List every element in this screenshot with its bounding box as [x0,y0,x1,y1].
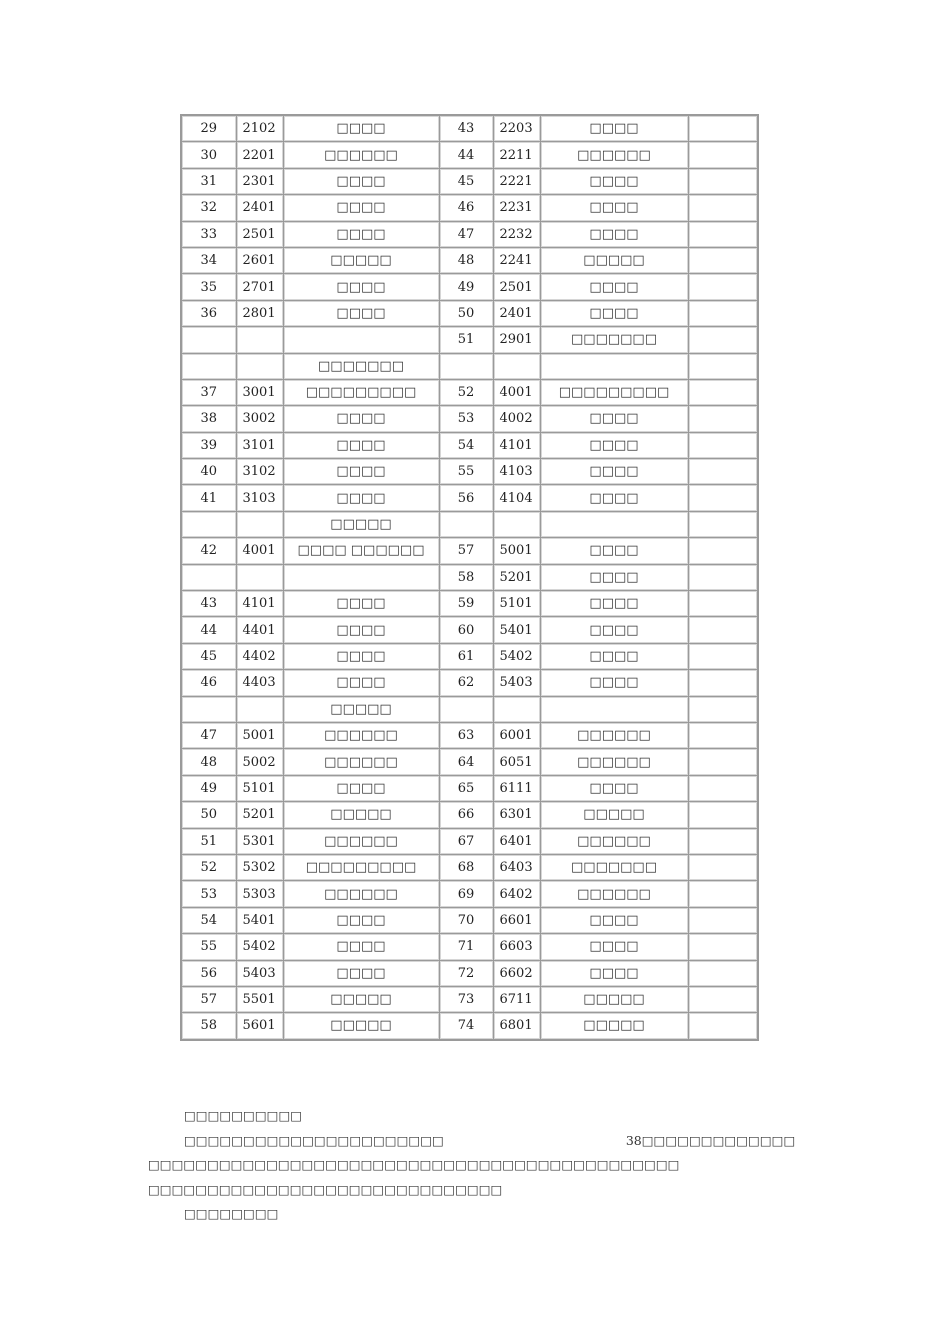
table-row [181,142,758,168]
row-index-cell [181,327,236,353]
extra-cell [688,828,758,854]
account-name-cell: □□□□ [540,564,688,590]
table-row [181,643,758,669]
table-row [181,168,758,194]
row-index-cell: 51 [181,828,236,854]
account-code-cell: 4101 [493,432,540,458]
account-name-cell [540,511,688,537]
account-code-cell: 4104 [493,485,540,511]
account-name-cell: □□□□ [540,168,688,194]
account-name-cell: □□□□ [283,115,439,142]
extra-cell [688,459,758,485]
row-index-cell: 37 [181,379,236,405]
table-row [181,591,758,617]
account-name-cell: □□□□ [540,907,688,933]
account-code-cell: 6051 [493,749,540,775]
account-code-cell: 6603 [493,934,540,960]
account-name-cell: □□□□ □□□□□□ [283,538,439,564]
account-code-cell: 5303 [236,881,283,907]
account-name-cell: □□□□□ [540,986,688,1012]
account-code-table [180,114,759,1041]
account-name-cell: □□□□ [283,459,439,485]
account-code-cell: 3102 [236,459,283,485]
table-row [181,775,758,801]
row-index-cell: 45 [181,643,236,669]
table-row [181,353,758,379]
account-name-cell: □□□□ [540,459,688,485]
account-code-cell: 6001 [493,722,540,748]
account-code-cell: 2201 [236,142,283,168]
account-code-cell: 2102 [236,115,283,142]
account-code-cell: 4001 [493,379,540,405]
account-code-cell: 3001 [236,379,283,405]
row-index-cell: 58 [439,564,493,590]
table-row [181,432,758,458]
account-name-cell: □□□□ [540,670,688,696]
account-name-cell: □□□□□□ [283,881,439,907]
account-code-cell [236,511,283,537]
extra-cell [688,643,758,669]
table-row [181,881,758,907]
notes-section [148,1104,796,1227]
account-code-cell: 2241 [493,247,540,273]
row-index-cell: 49 [181,775,236,801]
account-name-cell: □□□□□□□ [540,854,688,880]
account-code-cell [493,353,540,379]
account-code-cell: 4001 [236,538,283,564]
account-code-cell: 4402 [236,643,283,669]
row-index-cell: 39 [181,432,236,458]
account-code-cell: 3101 [236,432,283,458]
row-index-cell: 59 [439,591,493,617]
row-index-cell: 65 [439,775,493,801]
extra-cell [688,591,758,617]
row-index-cell [181,353,236,379]
row-index-cell: 60 [439,617,493,643]
row-index-cell: 52 [181,854,236,880]
table-row [181,406,758,432]
account-code-cell: 5501 [236,986,283,1012]
account-name-cell: □□□□□ [540,802,688,828]
account-code-cell: 6801 [493,1013,540,1040]
account-name-cell: □□□□ [540,221,688,247]
account-name-cell: □□□□□ [283,511,439,537]
extra-cell [688,670,758,696]
row-index-cell: 31 [181,168,236,194]
account-code-cell: 5403 [236,960,283,986]
table-row [181,195,758,221]
row-index-cell: 35 [181,274,236,300]
account-name-cell: □□□□□□ [540,749,688,775]
row-index-cell: 57 [439,538,493,564]
account-code-cell: 4103 [493,459,540,485]
extra-cell [688,696,758,722]
account-code-cell: 5402 [493,643,540,669]
account-name-cell: □□□□□□□ [283,353,439,379]
note-line [148,1129,796,1154]
row-index-cell: 36 [181,300,236,326]
row-index-cell: 69 [439,881,493,907]
table-row [181,828,758,854]
row-index-cell: 43 [181,591,236,617]
row-index-cell: 42 [181,538,236,564]
row-index-cell: 50 [439,300,493,326]
extra-cell [688,511,758,537]
account-name-cell: □□□□ [540,432,688,458]
table-row [181,274,758,300]
account-code-cell [236,327,283,353]
account-name-cell: □□□□□ [540,247,688,273]
extra-cell [688,485,758,511]
account-code-cell: 4002 [493,406,540,432]
account-code-cell: 5101 [236,775,283,801]
account-name-cell: □□□□□□ [540,722,688,748]
table-body [181,115,758,1040]
row-index-cell: 43 [439,115,493,142]
note-line: □□□□□□□□□□□□□□□□□□□□□□□□□□□□□□□□□□□□□□□□□□□□□ [148,1157,680,1173]
account-name-cell: □□□□□□ [283,828,439,854]
extra-cell [688,960,758,986]
table-row [181,749,758,775]
account-code-cell: 6401 [493,828,540,854]
table-row [181,934,758,960]
account-code-cell: 3002 [236,406,283,432]
row-index-cell [181,564,236,590]
account-name-cell: □□□□ [540,274,688,300]
account-code-cell: 6602 [493,960,540,986]
row-index-cell: 73 [439,986,493,1012]
row-index-cell: 46 [181,670,236,696]
account-name-cell: □□□□ [540,643,688,669]
account-name-cell: □□□□ [283,168,439,194]
account-code-cell: 2232 [493,221,540,247]
row-index-cell: 40 [181,459,236,485]
account-name-cell: □□□□ [283,907,439,933]
row-index-cell: 57 [181,986,236,1012]
extra-cell [688,115,758,142]
row-index-cell: 34 [181,247,236,273]
extra-cell [688,353,758,379]
account-code-cell: 5101 [493,591,540,617]
extra-cell [688,854,758,880]
account-code-cell: 2301 [236,168,283,194]
account-name-cell: □□□□ [283,960,439,986]
account-code-cell: 6403 [493,854,540,880]
extra-cell [688,538,758,564]
account-code-cell: 3103 [236,485,283,511]
note-text: □□□□□□□□□□□□□□□□□□□□□□ [184,1132,444,1148]
table-row [181,379,758,405]
row-index-cell: 66 [439,802,493,828]
table-row [181,459,758,485]
table-row [181,670,758,696]
account-code-cell: 5002 [236,749,283,775]
account-code-cell: 4101 [236,591,283,617]
extra-cell [688,327,758,353]
account-name-cell [540,696,688,722]
extra-cell [688,432,758,458]
row-index-cell: 72 [439,960,493,986]
extra-cell [688,986,758,1012]
table-row [181,617,758,643]
account-name-cell: □□□□□ [283,802,439,828]
extra-cell [688,406,758,432]
extra-cell [688,802,758,828]
table-row [181,854,758,880]
account-name-cell [283,564,439,590]
table-row [181,564,758,590]
row-index-cell: 54 [181,907,236,933]
account-name-cell: □□□□□ [283,986,439,1012]
account-name-cell: □□□□ [540,406,688,432]
account-code-cell: 2801 [236,300,283,326]
account-code-cell: 5201 [493,564,540,590]
account-code-cell: 5301 [236,828,283,854]
row-index-cell [439,696,493,722]
account-code-cell: 2601 [236,247,283,273]
extra-cell [688,722,758,748]
table-row [181,696,758,722]
account-name-cell: □□□□ [540,960,688,986]
row-index-cell: 70 [439,907,493,933]
row-index-cell: 48 [439,247,493,273]
row-index-cell [181,511,236,537]
account-code-cell: 2203 [493,115,540,142]
extra-cell [688,881,758,907]
account-name-cell: □□□□ [283,485,439,511]
account-name-cell: □□□□□□□ [540,327,688,353]
account-code-cell: 5401 [236,907,283,933]
row-index-cell: 47 [439,221,493,247]
account-code-cell: 4401 [236,617,283,643]
account-name-cell: □□□□ [540,591,688,617]
account-name-cell: □□□□□□ [283,749,439,775]
extra-cell [688,775,758,801]
row-index-cell: 53 [181,881,236,907]
row-index-cell: 49 [439,274,493,300]
row-index-cell: 61 [439,643,493,669]
row-index-cell: 62 [439,670,493,696]
account-code-cell: 5401 [493,617,540,643]
note-text: 38□□□□□□□□□□□□□ [625,1132,796,1148]
row-index-cell: 44 [439,142,493,168]
account-name-cell: □□□□ [540,485,688,511]
table-row [181,327,758,353]
table-row [181,802,758,828]
account-code-cell: 6301 [493,802,540,828]
account-code-cell: 2401 [493,300,540,326]
extra-cell [688,300,758,326]
account-code-cell [493,696,540,722]
account-code-cell [236,696,283,722]
account-code-cell: 5601 [236,1013,283,1040]
row-index-cell [181,696,236,722]
row-index-cell: 29 [181,115,236,142]
row-index-cell: 74 [439,1013,493,1040]
extra-cell [688,1013,758,1040]
account-code-cell: 2501 [236,221,283,247]
extra-cell [688,142,758,168]
account-name-cell: □□□□□□□□□ [283,854,439,880]
row-index-cell: 67 [439,828,493,854]
extra-cell [688,247,758,273]
table-row [181,986,758,1012]
account-code-cell: 2401 [236,195,283,221]
row-index-cell: 52 [439,379,493,405]
extra-cell [688,907,758,933]
extra-cell [688,379,758,405]
extra-cell [688,221,758,247]
row-index-cell: 64 [439,749,493,775]
row-index-cell: 41 [181,485,236,511]
account-code-cell: 5403 [493,670,540,696]
table-row [181,115,758,142]
row-index-cell: 30 [181,142,236,168]
table-row [181,907,758,933]
row-index-cell [439,353,493,379]
account-code-cell: 5302 [236,854,283,880]
account-code-cell: 2221 [493,168,540,194]
row-index-cell: 71 [439,934,493,960]
account-code-cell: 2701 [236,274,283,300]
account-code-cell: 2231 [493,195,540,221]
account-name-cell: □□□□ [283,432,439,458]
account-name-cell: □□□□ [540,115,688,142]
row-index-cell: 50 [181,802,236,828]
account-name-cell: □□□□ [283,274,439,300]
account-name-cell: □□□□ [540,195,688,221]
account-name-cell: □□□□□ [283,247,439,273]
account-name-cell: □□□□□□ [283,722,439,748]
row-index-cell: 56 [439,485,493,511]
table-row [181,300,758,326]
row-index-cell: 54 [439,432,493,458]
row-index-cell: 33 [181,221,236,247]
account-name-cell: □□□□□ [283,696,439,722]
extra-cell [688,274,758,300]
row-index-cell: 51 [439,327,493,353]
account-code-cell [236,353,283,379]
account-name-cell: □□□□ [540,300,688,326]
account-code-cell: 5201 [236,802,283,828]
account-code-cell: 5001 [236,722,283,748]
account-name-cell: □□□□ [283,643,439,669]
account-name-cell: □□□□ [283,406,439,432]
row-index-cell: 47 [181,722,236,748]
table-row [181,1013,758,1040]
extra-cell [688,617,758,643]
row-index-cell: 63 [439,722,493,748]
account-name-cell: □□□□ [540,775,688,801]
row-index-cell: 58 [181,1013,236,1040]
account-code-cell: 2211 [493,142,540,168]
row-index-cell: 44 [181,617,236,643]
note-line: □□□□□□□□□□□□□□□□□□□□□□□□□□□□□□ [148,1181,503,1197]
table-row [181,247,758,273]
account-name-cell: □□□□ [540,934,688,960]
account-name-cell: □□□□ [540,538,688,564]
account-code-cell: 6601 [493,907,540,933]
table-row [181,485,758,511]
row-index-cell: 55 [181,934,236,960]
row-index-cell: 48 [181,749,236,775]
row-index-cell: 45 [439,168,493,194]
account-code-cell: 4403 [236,670,283,696]
note-line: □□□□□□□□ [184,1206,279,1222]
row-index-cell: 55 [439,459,493,485]
account-code-cell: 6402 [493,881,540,907]
account-name-cell: □□□□□ [283,1013,439,1040]
table-row [181,722,758,748]
row-index-cell: 38 [181,406,236,432]
account-name-cell: □□□□□□ [540,828,688,854]
extra-cell [688,195,758,221]
account-name-cell: □□□□ [283,670,439,696]
row-index-cell: 32 [181,195,236,221]
row-index-cell: 68 [439,854,493,880]
account-code-cell: 5001 [493,538,540,564]
account-code-cell: 5402 [236,934,283,960]
account-name-cell: □□□□ [283,300,439,326]
account-name-cell: □□□□ [283,775,439,801]
account-code-cell [493,511,540,537]
account-name-cell: □□□□□□ [540,881,688,907]
table-row [181,221,758,247]
note-line: □□□□□□□□□□ [184,1108,303,1123]
account-code-cell [236,564,283,590]
extra-cell [688,934,758,960]
account-name-cell: □□□□□□□□□ [283,379,439,405]
extra-cell [688,749,758,775]
account-code-cell: 6111 [493,775,540,801]
account-code-cell: 6711 [493,986,540,1012]
account-name-cell [283,327,439,353]
account-name-cell: □□□□ [283,195,439,221]
row-index-cell: 56 [181,960,236,986]
account-code-cell: 2501 [493,274,540,300]
account-name-cell: □□□□ [283,934,439,960]
row-index-cell: 46 [439,195,493,221]
account-name-cell: □□□□ [283,221,439,247]
account-name-cell: □□□□ [540,617,688,643]
row-index-cell: 53 [439,406,493,432]
account-name-cell [540,353,688,379]
account-name-cell: □□□□□ [540,1013,688,1040]
table-row [181,960,758,986]
extra-cell [688,564,758,590]
extra-cell [688,168,758,194]
account-code-cell: 2901 [493,327,540,353]
account-name-cell: □□□□ [283,591,439,617]
account-name-cell: □□□□□□ [283,142,439,168]
account-name-cell: □□□□□□ [540,142,688,168]
table-row [181,511,758,537]
account-name-cell: □□□□ [283,617,439,643]
account-name-cell: □□□□□□□□□ [540,379,688,405]
row-index-cell [439,511,493,537]
table-row [181,538,758,564]
